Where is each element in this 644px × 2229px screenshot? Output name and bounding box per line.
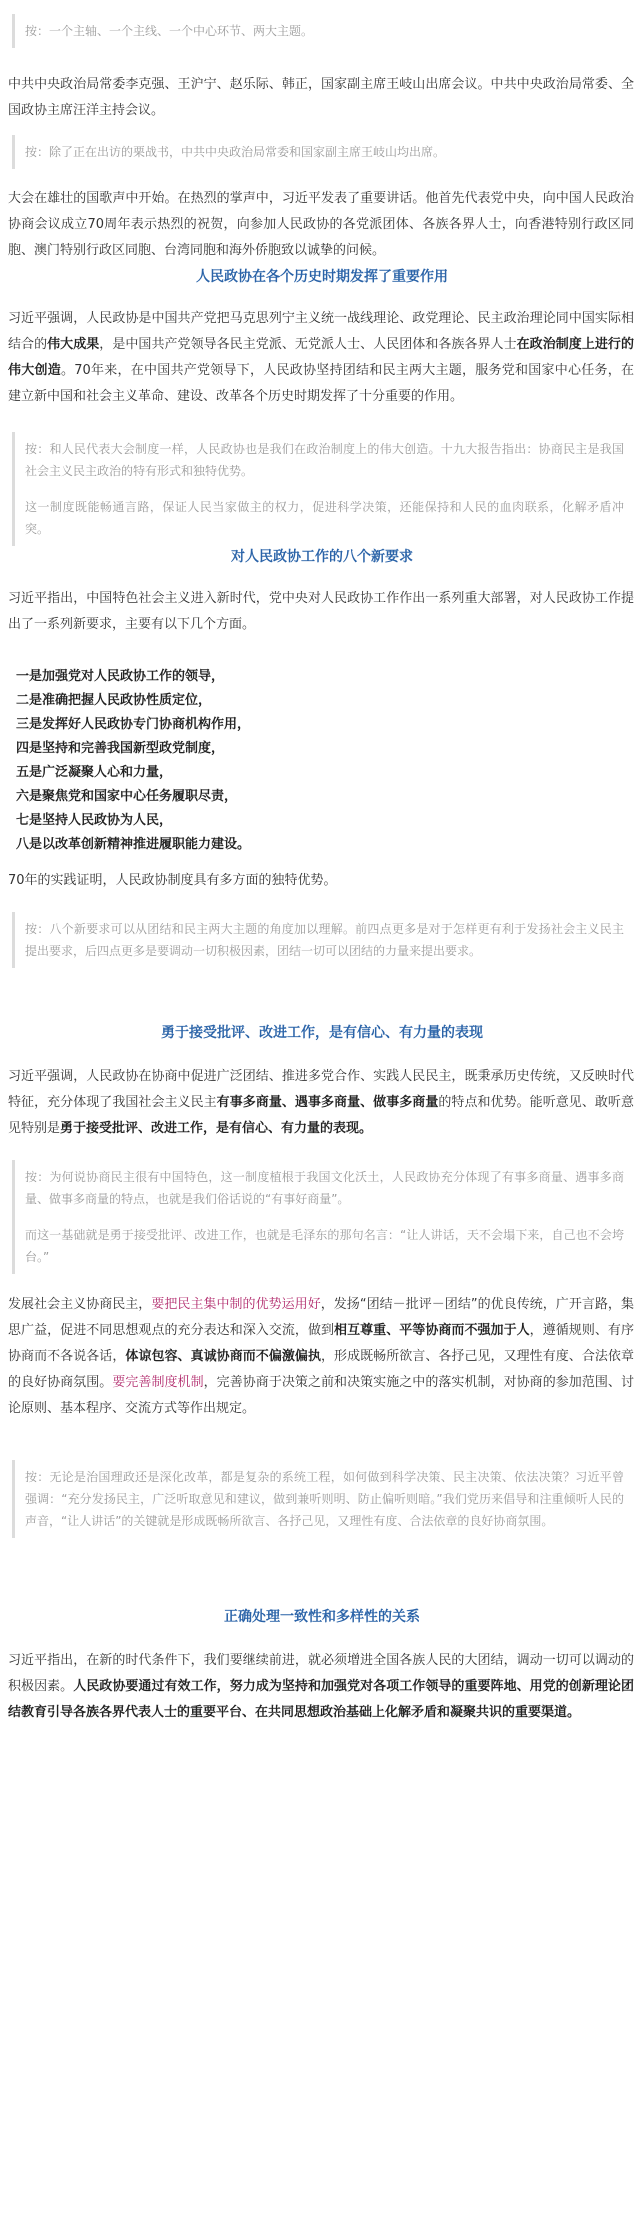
list-item: 六是聚焦党和国家中心任务履职尽责， — [16, 789, 238, 804]
editor-note-1: 按：一个主轴、一个主线、一个中心环节、两大主题。 — [12, 14, 624, 48]
list-item: 一是加强党对人民政协工作的领导， — [16, 669, 225, 684]
unity-paragraph: 习近平指出，在新的时代条件下，我们要继续前进，就必须增进全国各族人民的大团结，调动一切可以调动的积极因素。人民政协要通过有效工作，努力成为坚持和加强党对各项工作领导的重要阵地、用党的创新理论团结教育引导各族各界代表人士的重要平台、在共同思想政治基础上化解矛盾和凝聚共识的重要渠道。 — [8, 1653, 634, 1720]
list-item: 四是坚持和完善我国新型政党制度， — [16, 741, 225, 756]
section-heading-criticism: 勇于接受批评、改进工作，是有信心、有力量的表现 — [161, 1025, 483, 1041]
editor-note-4: 按：八个新要求可以从团结和民主两大主题的角度加以理解。前四点更多是对于怎样更有利于发扬社会主义民主提出要求，后四点更多是要调动一切积极因素，团结一切可以团结的力量来提出要求。 — [12, 912, 624, 968]
section-heading-requirements: 对人民政协工作的八个新要求 — [231, 549, 413, 565]
requirements-list — [16, 665, 642, 857]
list-item: 七是坚持人民政协为人民， — [16, 813, 173, 828]
editor-note-6: 按：无论是治国理政还是深化改革，都是复杂的系统工程，如何做到科学决策、民主决策、依法决策？习近平曾强调：“充分发扬民主，广泛听取意见和建议，做到兼听则明、防止偏听则暗。”我们党历来倡导和注重倾听人民的声音，“让人讲话”的关键就是形成既畅所欲言、各抒己见，又理性有度、合法依章的良好协商氛围。 — [12, 1460, 624, 1538]
consultation-paragraph: 发展社会主义协商民主，要把民主集中制的优势运用好，发扬“团结－批评－团结”的优良传统，广开言路，集思广益，促进不同思想观点的充分表达和深入交流，做到相互尊重、平等协商而不强加于人，遵循规则、有序协商而不各说各话，体谅包容、真诚协商而不偏激偏执，形成既畅所欲言、各抒己见，又理性有度、合法依章的良好协商氛围。要完善制度机制，完善协商于决策之前和决策实施之中的落实机制，对协商的参加范围、讨论原则、基本程序、交流方式等作出规定。 — [8, 1297, 634, 1416]
editor-note-2: 按：除了正在出访的栗战书，中共中央政治局常委和国家副主席王岐山均出席。 — [12, 135, 624, 169]
practice-paragraph: 70年的实践证明，人民政协制度具有多方面的独特优势。 — [8, 873, 337, 888]
list-item: 二是准确把握人民政协性质定位， — [16, 693, 212, 708]
requirements-intro: 习近平指出，中国特色社会主义进入新时代，党中央对人民政协工作作出一系列重大部署，对人民政协工作提出了一系列新要求，主要有以下几个方面。 — [8, 591, 634, 632]
list-item: 三是发挥好人民政协专门协商机构作用， — [16, 717, 251, 732]
list-item: 八是以改革创新精神推进履职能力建设。 — [16, 837, 251, 852]
opening-paragraph: 大会在雄壮的国歌声中开始。在热烈的掌声中，习近平发表了重要讲话。他首先代表党中央，向中国人民政治协商会议成立70周年表示热烈的祝贺，向参加人民政协的各党派团体、各族各界人士，向香港特别行政区同胞、澳门特别行政区同胞、台湾同胞和海外侨胞致以诚挚的问候。 — [8, 191, 634, 258]
editor-note-5: 按：为何说协商民主很有中国特色，这一制度植根于我国文化沃土，人民政协充分体现了有事多商量、遇事多商量、做事多商量的特点，也就是我们俗话说的“有事好商量”。 而这一基础就是勇于接受批评、改进工作，也就是毛泽东的那句名言：“让人讲话，天不会塌下来，自己也不会垮台。” — [12, 1160, 624, 1274]
list-item: 五是广泛凝聚人心和力量， — [16, 765, 173, 780]
section-heading-unity: 正确处理一致性和多样性的关系 — [224, 1609, 420, 1625]
section-heading-history: 人民政协在各个历史时期发挥了重要作用 — [196, 269, 448, 285]
criticism-paragraph: 习近平强调，人民政协在协商中促进广泛团结、推进多党合作、实践人民民主，既秉承历史传统，又反映时代特征，充分体现了我国社会主义民主有事多商量、遇事多商量、做事多商量的特点和优势。能听意见、敢听意见特别是勇于接受批评、改进工作，是有信心、有力量的表现。 — [8, 1069, 634, 1136]
role-paragraph: 习近平强调，人民政协是中国共产党把马克思列宁主义统一战线理论、政党理论、民主政治理论同中国实际相结合的伟大成果，是中国共产党领导各民主党派、无党派人士、人民团体和各族各界人士在政治制度上进行的伟大创造。70年来，在中国共产党领导下，人民政协坚持团结和民主两大主题，服务党和国家中心任务，在建立新中国和社会主义革命、建设、改革各个历史时期发挥了十分重要的作用。 — [8, 311, 634, 404]
editor-note-3: 按：和人民代表大会制度一样，人民政协也是我们在政治制度上的伟大创造。十九大报告指出：协商民主是我国社会主义民主政治的特有形式和独特优势。 这一制度既能畅通言路，保证人民当家做主的权力，促进科学决策，还能保持和人民的血肉联系，化解矛盾冲突。 — [12, 432, 624, 546]
attendees-paragraph: 中共中央政治局常委李克强、王沪宁、赵乐际、韩正，国家副主席王岐山出席会议。中共中央政治局常委、全国政协主席汪洋主持会议。 — [8, 77, 634, 118]
